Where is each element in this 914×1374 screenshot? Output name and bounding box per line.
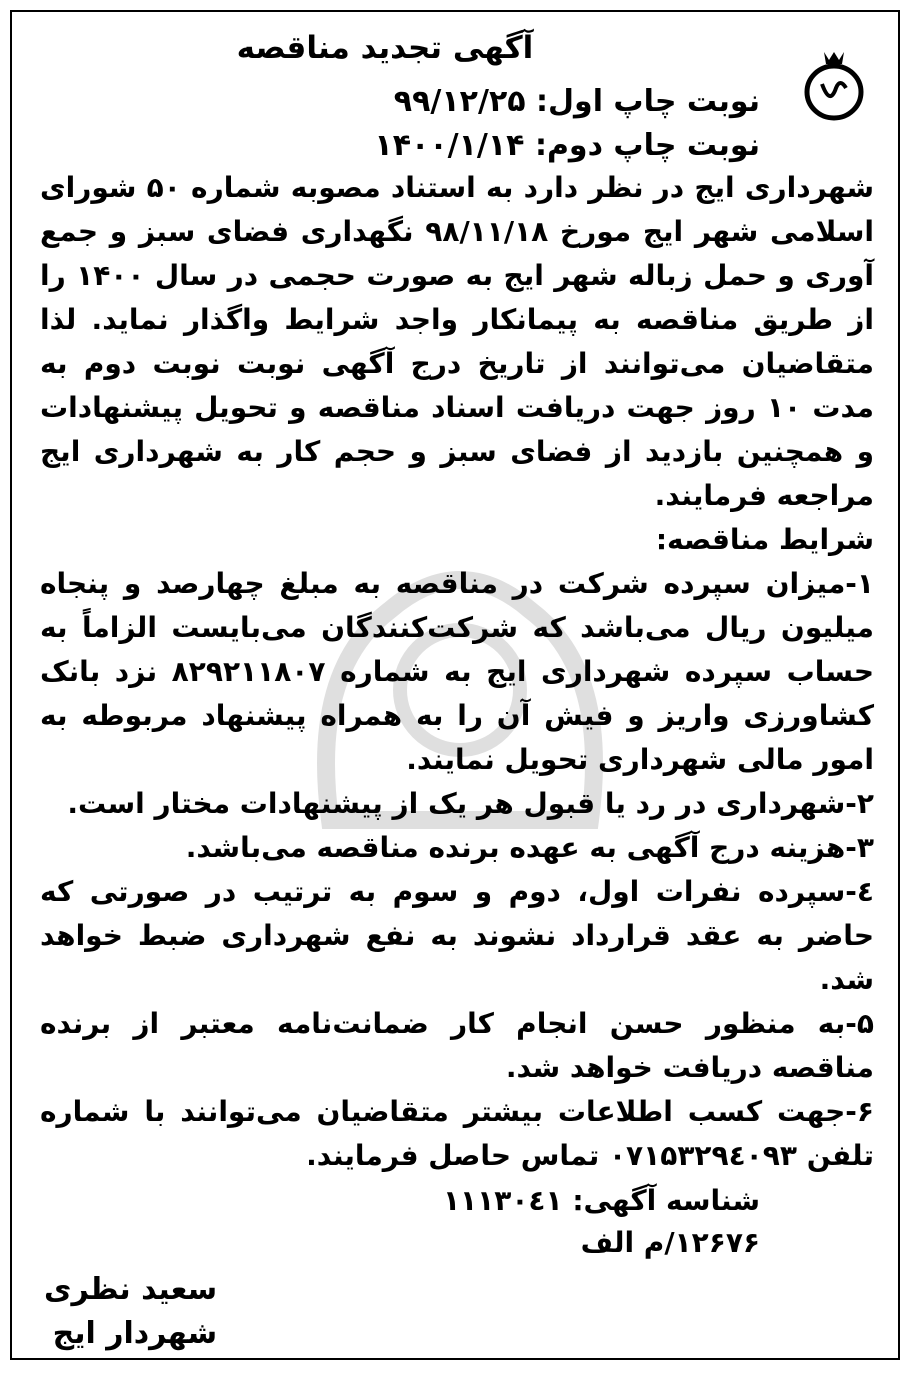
ad-id: شناسه آگهی: ۱۱۱۳۰٤۱ [442, 1184, 760, 1217]
signer-name: سعید نظری [44, 1272, 218, 1307]
condition-item: ۳-هزینه درج آگهی به عهده برنده مناقصه می‌باشد. [185, 831, 874, 864]
municipality-logo-icon [800, 44, 868, 122]
signature-block [44, 1268, 217, 1356]
condition-item: ۱-میزان سپرده شرکت در مناقصه به مبلغ چهارصد و پنجاه میلیون ریال می‌باشد که شرکت‌کنندگان می‌بایست الزاماً به حساب سپرده شهرداری ایج به شماره ۸۲۹۲۱۱۸۰۷ نزد بانک کشاورزی واریز و فیش آن را به همراه پیشنهاد مربوطه به امور مالی شهرداری تحویل نمایند. [40, 567, 874, 776]
condition-item: ۵-به منظور حسن انجام کار ضمانت‌نامه معتبر از برنده مناقصه دریافت خواهد شد. [40, 1007, 874, 1084]
second-print-date: نوبت چاپ دوم: ۱۴۰۰/۱/۱۴ [374, 128, 760, 163]
signer-role: شهردار ایج [52, 1316, 218, 1351]
ad-footer [443, 1180, 760, 1264]
ad-reference: ۱۲۶۷۶/م الف [580, 1226, 760, 1259]
first-print-date: نوبت چاپ اول: ۹۹/۱۲/۲۵ [393, 84, 760, 119]
print-dates [374, 80, 760, 168]
condition-item: ۶-جهت کسب اطلاعات بیشتر متقاضیان می‌توانند با شماره تلفن ۰۷۱۵۳۲۹٤۰۹۳ تماس حاصل فرمایند. [40, 1095, 874, 1172]
page-title: آگهی تجدید مناقصه [236, 30, 534, 66]
condition-item: ۲-شهرداری در رد یا قبول هر یک از پیشنهادات مختار است. [67, 787, 874, 820]
ad-body [40, 166, 874, 1178]
intro-paragraph: شهرداری ایج در نظر دارد به استناد مصوبه شماره ۵۰ شورای اسلامی شهر ایج مورخ ۹۸/۱۱/۱۸ نگهداری فضای سبز و جمع آوری و حمل زباله شهر ایج به صورت حجمی در سال ۱۴۰۰ را از طریق مناقصه به پیمانکار واجد شرایط واگذار نماید. لذا متقاضیان می‌توانند از تاریخ درج آگهی نوبت نوبت دوم به مدت ۱۰ روز جهت دریافت اسناد مناقصه و تحویل پیشنهادات و همچنین بازدید از فضای سبز و حجم کار به شهرداری ایج مراجعه فرمایند. [40, 171, 875, 512]
condition-item: ٤-سپرده نفرات اول، دوم و سوم به ترتیب در صورتی که حاضر به عقد قرارداد نشوند به نفع شهرداری ضبط خواهد شد. [40, 875, 874, 996]
conditions-heading: شرایط مناقصه: [655, 523, 874, 556]
